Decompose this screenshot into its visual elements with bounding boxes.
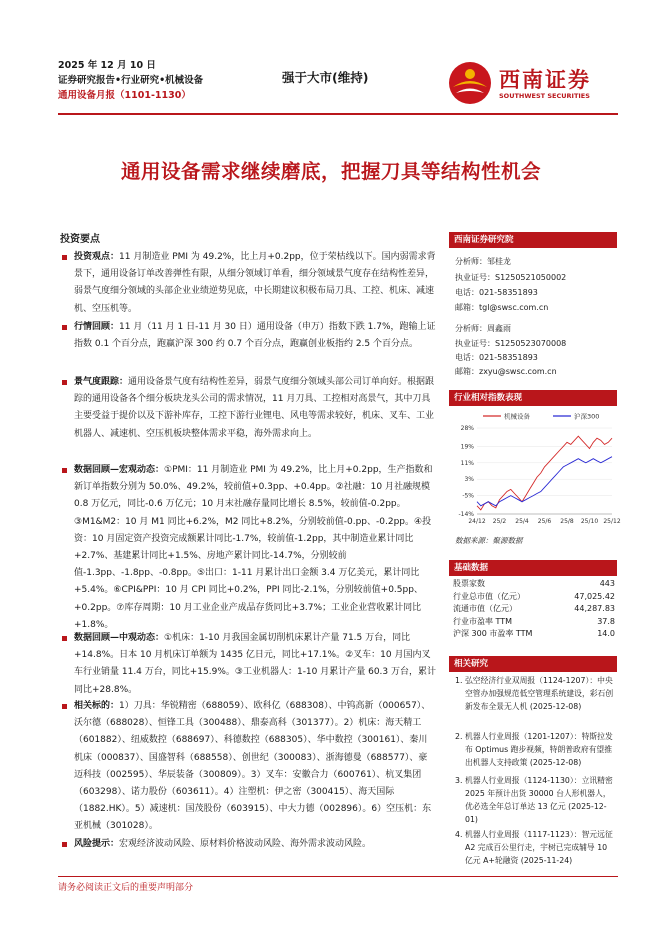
rating: 强于大市(维持) <box>282 70 369 85</box>
bullet-targets: 相关标的：1）刀具：华锐精密（688059）、欧科亿（688308）、中钨高新（000657）、沃尔德（688028）、恒锋工具（300488）、鼎泰高科（301377）。2）机床：海天精工（601882）、纽威数控（688697）、科德数控（688305）、华中数控（300161）、秦川机床（000837）、国盛智科（688558）、创世纪（300083）、浙海德曼（688577）、豪迈科技（002595）、华辰装备（300809）。3）叉车：安徽合力（600761）、杭叉集团（603298）、诺力股份（603611）。4）注塑机：伊之密（300415）、海天国际（1882.HK）。5）减速机：国茂股份（603915）、中大力德（002896）。6）空压机：东亚机械（301028）。 <box>60 698 436 836</box>
legend-label-2: 沪深300 <box>574 412 600 421</box>
bullet-meso: 数据回顾—中观动态：①机床：1-10 月我国金属切削机床累计产量 71.5 万台，同比+14.8%。日本 10 月机床订单额为 1435 亿日元，同比+17.1%。②叉车：10 月国内叉车行业销量 11.4 万台，同比+15.9%。③工业机器人：1-10 月累计产量 60.3 万台，累计同比+28.8%。 <box>60 630 436 699</box>
basic-data-table <box>453 578 615 641</box>
table-row: 股票家数 443 <box>453 579 615 588</box>
table-row: 流通市值（亿元） 44,287.83 <box>453 604 615 613</box>
x-tick-label: 25/4 <box>515 518 529 525</box>
report-series: 通用设备月报（1101-1130） <box>58 90 191 101</box>
legend-label-1: 机械设备 <box>504 412 530 421</box>
analyst-1-email[interactable]: 邮箱：tgl@swsc.com.cn <box>455 303 549 312</box>
x-tick-label: 25/12 <box>603 518 621 525</box>
x-tick-label: 25/10 <box>580 518 599 525</box>
y-tick-label: -5% <box>462 492 474 500</box>
y-tick-label: 28% <box>460 425 474 432</box>
table-row: 行业市盈率 TTM 37.8 <box>453 616 615 626</box>
analyst-1-cert: 执业证号：S1250521050002 <box>455 273 567 282</box>
report-date: 2025 年 12 月 10 日 <box>58 60 156 71</box>
research-institute-title: 西南证券研究院 <box>449 232 617 248</box>
bullet-market-review: 行情回顾：11 月（11 月 1 日-11 月 30 日）通用设备（申万）指数下跌 1.7%，跑输上证指数 0.1 个百分点，跑赢沪深 300 约 0.7 个百分点，跑赢创业板指约 2.5 个百分点。 <box>60 319 436 353</box>
bullet-prosperity: 景气度跟踪：通用设备景气度有结构性差异，弱景气度细分领域头部公司订单向好。根据跟踪的通用设备各个细分板块龙头公司的需求情况，11 月刀具、工控相对高景气，其中刀具主要受益于提价以及下游补库存，工控下游行业锂电、风电等需求较好，机床、叉车、工业机器人、减速机、空压机板块整体需求平稳，海外需求向上。 <box>60 374 436 443</box>
y-tick-label: 11% <box>460 459 474 467</box>
y-tick-label: 19% <box>460 443 474 451</box>
x-tick-label: 25/2 <box>492 518 507 525</box>
table-row: 行业总市值（亿元） 47,025.42 <box>453 591 615 601</box>
brand-name-en: SOUTHWEST SECURITIES <box>499 92 590 100</box>
y-tick-label: -14% <box>458 511 474 518</box>
table-row: 沪深 300 市盈率 TTM 14.0 <box>453 629 615 638</box>
logo-emblem-icon <box>447 60 493 106</box>
x-tick-label: 25/6 <box>537 518 552 525</box>
analyst-2-cert: 执业证号：S1250523070008 <box>455 339 567 348</box>
brand-name-cn: 西南证券 <box>499 68 591 92</box>
related-item-4[interactable]: 4. 机器人行业周报（1117-1123）：智元远征 A2 完成百公里行走，宇树已完成辅导 10 亿元 A+轮融资 (2025-11-24) <box>455 830 613 865</box>
header-meta <box>58 58 203 103</box>
series-line-1 <box>477 436 612 510</box>
section-heading: 投资要点 <box>60 234 100 245</box>
related-item-1[interactable]: 1. 弘空经济行业双周报（1124-1207）：中央空管办加强规范低空管理系统建设，彩石创新发布全景无人机 (2025-12-08) <box>455 676 614 711</box>
footer-rule <box>58 876 618 877</box>
related-item-3[interactable]: 3. 机器人行业周报（1124-1130）：立讯精密 2025 年预计出货 30000 台人形机器人，优必选全年总订单达 13 亿元 (2025-12-01) <box>455 776 613 824</box>
footer-disclaimer: 请务必阅读正文后的重要声明部分 <box>58 883 194 893</box>
analyst-2-email[interactable]: 邮箱：zxyu@swsc.com.cn <box>455 367 557 376</box>
brand-logo <box>447 58 617 110</box>
related-research-title: 相关研究 <box>449 656 617 672</box>
analyst-2-phone: 电话：021-58351893 <box>455 353 538 362</box>
bullet-investment-view: 投资观点：11 月制造业 PMI 为 49.2%，比上月+0.2pp，位于荣枯线以下。国内弱需求背景下，通用设备订单改善弹性有限，从细分领域订单看，细分领域景气度存在结构性差异，弱景气度细分领域的头部企业业绩逆势见底，中长期建议积极布局刀具、工控、机床、减速机、空压机等。 <box>60 249 436 318</box>
analyst-1-name: 分析师：邹桂龙 <box>455 257 511 266</box>
bullet-risk: 风险提示：宏观经济波动风险、原材料价格波动风险、海外需求波动风险。 <box>60 836 436 853</box>
analyst-2-name: 分析师：周鑫雨 <box>455 324 511 333</box>
chart-box-title: 行业相对指数表现 <box>449 390 617 406</box>
basic-data-title: 基础数据 <box>449 560 617 576</box>
chart-source: 数据来源：聚源数据 <box>455 536 523 545</box>
relative-index-chart <box>449 408 621 533</box>
page-title: 通用设备需求继续磨底，把握刀具等结构性机会 <box>120 160 541 183</box>
analyst-1-phone: 电话：021-58351893 <box>455 288 538 297</box>
bullet-macro: 数据回顾—宏观动态：①PMI：11 月制造业 PMI 为 49.2%，比上月+0.2pp，生产指数和新订单指数分别为 50.0%、49.2%，较前值+0.3pp、+0.4pp。②社融：10 月社融规模 0.8 万亿元，同比-0.6 万亿元；10 月末社融存量同比增长 8.5%，较前值-0.2pp。③M1&M2：10 月 M1 同比+6.2%，M2 同比+8.2%，分别较前值-0.pp、-0.2pp。④投资：10 月固定资产投资完成额累计同比-1.7%，较前值-1.2pp，其中制造业累计同比+2.7%、基建累计同比+1.5%、房地产累计同比-14.7%，分别较前值-1.3pp、-1.8pp、-0.8pp。⑤出口：1-11 月累计出口金额 3.4 万亿美元，累计同比+5.4%。⑥CPI&PPI：10 月 CPI 同比+0.2%，PPI 同比-2.1%，分别较前值+0.5pp、+0.2pp。⑦库存周期：10 月工业企业产成品存货同比+3.7%；工业企业营收累计同比+1.8%。 <box>60 462 436 634</box>
report-category: 证券研究报告•行业研究•机械设备 <box>58 75 204 86</box>
y-tick-label: 3% <box>464 476 474 484</box>
x-tick-label: 25/8 <box>560 518 574 525</box>
related-item-2[interactable]: 2. 机器人行业周报（1201-1207）：特斯拉发布 Optimus 跑步视频，特朗普政府有望推出机器人支持政策 (2025-12-08) <box>455 732 613 767</box>
x-tick-label: 24/12 <box>468 518 486 525</box>
header-rule <box>58 113 618 115</box>
series-line-2 <box>477 457 612 506</box>
